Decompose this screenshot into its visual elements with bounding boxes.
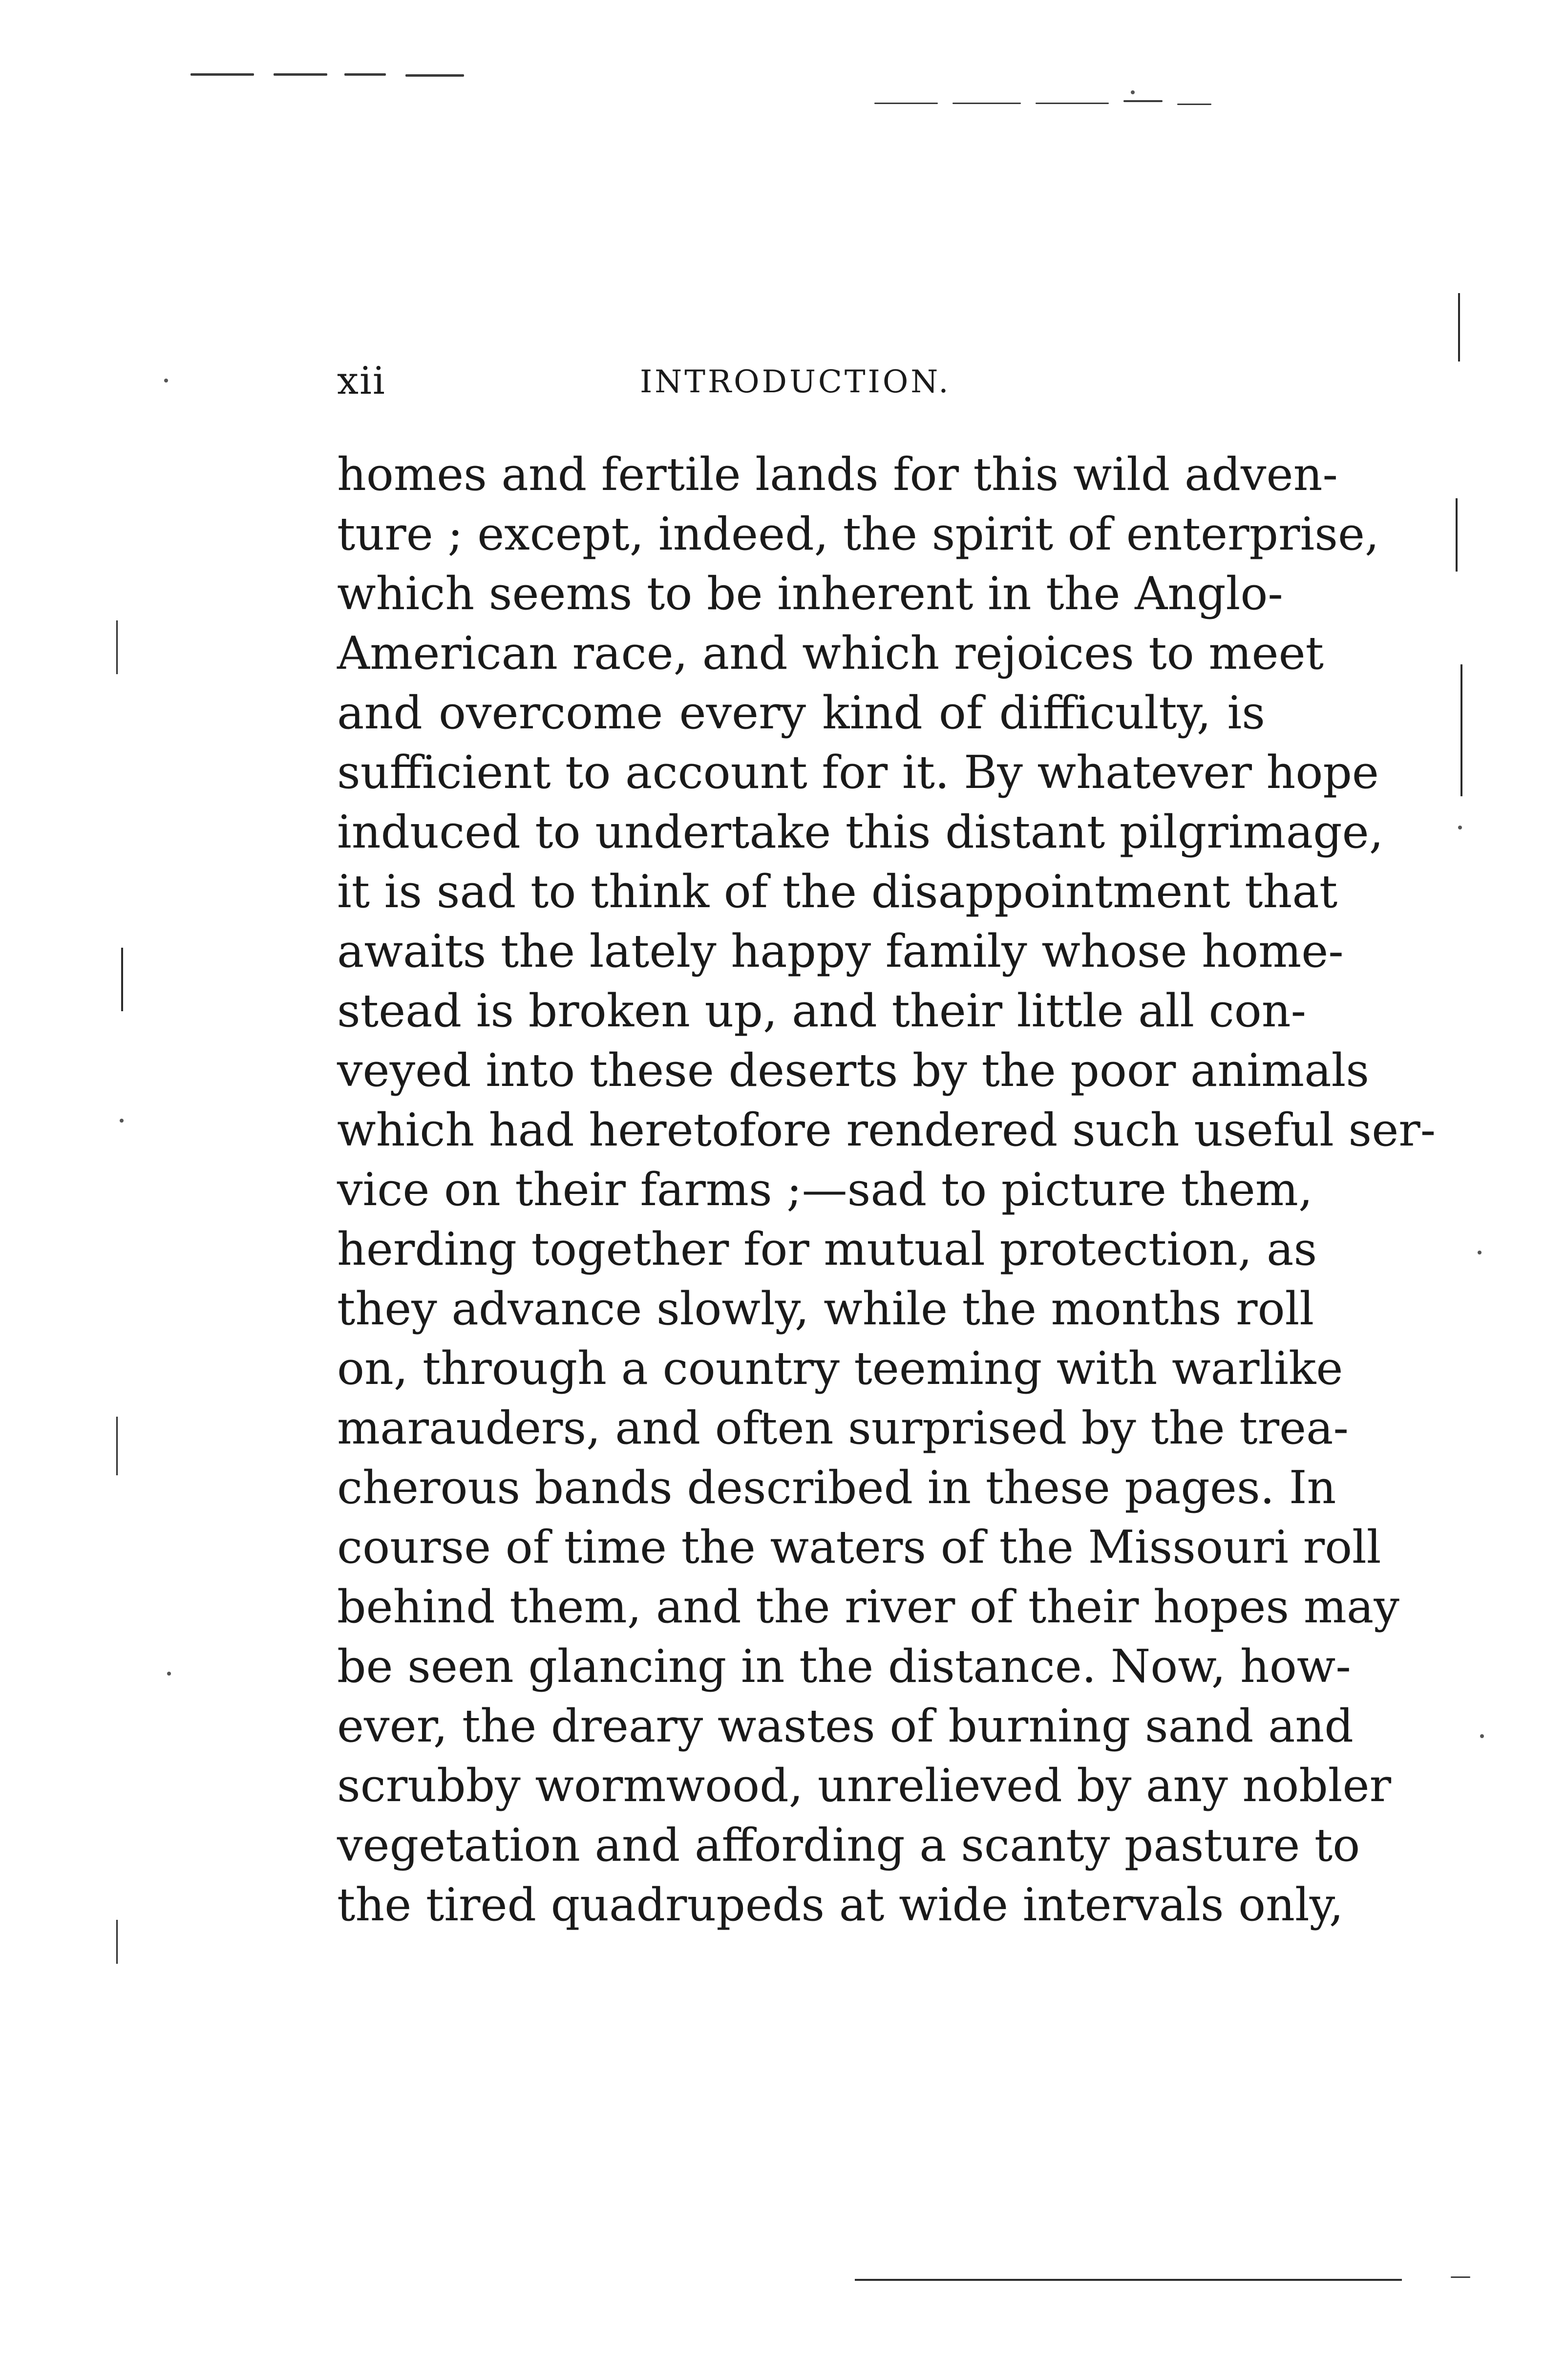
scan-mark-right-1 bbox=[1458, 293, 1460, 361]
scan-mark-right-2 bbox=[1456, 498, 1458, 572]
text-line: stead is broken up, and their little all con- bbox=[337, 984, 1307, 1037]
text-line: be seen glancing in the distance. Now, how- bbox=[337, 1640, 1351, 1693]
scan-mark-top-8 bbox=[1123, 100, 1163, 102]
text-line: they advance slowly, while the months roll bbox=[337, 1282, 1314, 1335]
scan-speck-top bbox=[1131, 90, 1135, 94]
text-line: American race, and which rejoices to meet bbox=[337, 627, 1324, 680]
text-line: it is sad to think of the disappointment that bbox=[337, 865, 1338, 918]
scan-mark-left-1 bbox=[116, 620, 118, 674]
scan-mark-top-7 bbox=[1036, 103, 1109, 104]
scan-mark-top-6 bbox=[952, 103, 1021, 104]
scan-speck-left-1 bbox=[164, 379, 168, 382]
text-line: which had heretofore rendered such useful ser- bbox=[337, 1104, 1436, 1156]
scan-mark-top-2 bbox=[274, 73, 327, 76]
text-line: and overcome every kind of difficulty, is bbox=[337, 686, 1265, 739]
text-line: herding together for mutual protection, as bbox=[337, 1223, 1317, 1275]
text-line: which seems to be inherent in the Anglo- bbox=[337, 567, 1283, 620]
text-line: marauders, and often surprised by the trea- bbox=[337, 1402, 1349, 1454]
scan-mark-left-2 bbox=[121, 948, 123, 1011]
page-header bbox=[337, 359, 1265, 413]
running-head: INTRODUCTION. bbox=[640, 364, 951, 400]
text-line: the tired quadrupeds at wide intervals only, bbox=[337, 1878, 1344, 1931]
scan-mark-bottom-2 bbox=[1451, 2276, 1470, 2278]
page-number: xii bbox=[337, 359, 386, 403]
scan-mark-top-1 bbox=[190, 73, 254, 76]
scan-mark-top-3 bbox=[344, 73, 386, 76]
text-line: behind them, and the river of their hopes may bbox=[337, 1580, 1399, 1633]
scan-speck-left-2 bbox=[120, 1119, 124, 1123]
scan-mark-top-9 bbox=[1177, 104, 1211, 105]
text-line: veyed into these deserts by the poor animals bbox=[337, 1044, 1370, 1097]
scan-mark-top-4 bbox=[405, 74, 464, 77]
scan-mark-left-4 bbox=[116, 1920, 118, 1964]
scan-mark-bottom-rule bbox=[855, 2279, 1402, 2281]
text-line: vegetation and affording a scanty pasture to bbox=[337, 1819, 1360, 1871]
scan-mark-top-5 bbox=[874, 103, 938, 104]
scan-speck-left-3 bbox=[167, 1672, 171, 1676]
scan-speck-right-3 bbox=[1480, 1734, 1484, 1738]
text-line: on, through a country teeming with warlike bbox=[337, 1342, 1343, 1395]
text-line: homes and fertile lands for this wild adven- bbox=[337, 448, 1338, 501]
scan-mark-right-3 bbox=[1460, 664, 1462, 796]
text-line: induced to undertake this distant pilgrimage, bbox=[337, 806, 1384, 858]
text-line: ever, the dreary wastes of burning sand and bbox=[337, 1700, 1354, 1752]
body-text bbox=[337, 445, 1436, 1934]
scan-mark-left-3 bbox=[116, 1417, 118, 1475]
text-line: sufficient to account for it. By whatever hope bbox=[337, 746, 1379, 799]
scan-speck-right-1 bbox=[1458, 826, 1462, 829]
text-line: awaits the lately happy family whose home- bbox=[337, 925, 1344, 978]
text-line: course of time the waters of the Missouri roll bbox=[337, 1521, 1381, 1573]
scan-speck-right-2 bbox=[1478, 1251, 1482, 1254]
text-line: ture ; except, indeed, the spirit of enterprise, bbox=[337, 508, 1379, 560]
text-line: scrubby wormwood, unrelieved by any nobler bbox=[337, 1759, 1392, 1812]
text-line: cherous bands described in these pages. In bbox=[337, 1461, 1336, 1514]
text-line: vice on their farms ;—sad to picture them, bbox=[337, 1163, 1313, 1216]
